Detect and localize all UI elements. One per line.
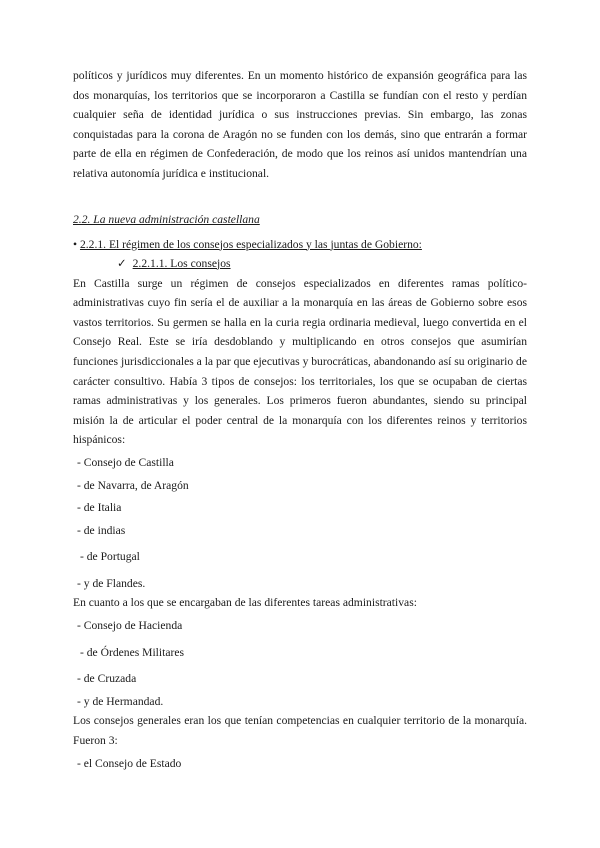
paragraph-intro: políticos y jurídicos muy diferentes. En un momento histórico de expansión geográfica para las dos monarquías, los territorios que se incorporaron a Castilla se fundían con el resto y perdían cualquier seña de identidad jurídica o sus instrucciones previas. Sin embargo, las zonas conquistadas para la corona de Aragón no se funden con los demás, sino que entrarán a formar parte de ella en régimen de Confederación, de modo que los reinos así unidos mantendrían una relativa autonomía jurídica e institucional.	[73, 69, 527, 180]
list-item: - de Órdenes Militares	[80, 645, 184, 659]
list-item: - de indias	[77, 523, 126, 537]
list-item: - de Cruzada	[77, 672, 137, 686]
checkmark-icon: ✓	[117, 256, 127, 270]
list-item: - de Portugal	[80, 550, 140, 564]
list-item: - Consejo de Castilla	[77, 455, 174, 469]
paragraph-admin-intro: En cuanto a los que se encargaban de las diferentes tareas administrativas:	[73, 596, 417, 610]
subsection-heading	[73, 235, 527, 254]
admin-list	[73, 616, 527, 711]
paragraph-generales: Los consejos generales eran los que tenían competencias en cualquier territorio de la monarquía. Fueron 3:	[73, 714, 527, 748]
territorial-list	[73, 453, 527, 594]
subsubsection-heading	[73, 254, 527, 273]
general-list	[73, 754, 527, 774]
list-item: - y de Flandes.	[77, 576, 146, 590]
list-item: - el Consejo de Estado	[77, 756, 182, 770]
list-item: - de Italia	[77, 501, 122, 515]
bullet-icon: •	[73, 237, 78, 251]
list-item: - Consejo de Hacienda	[77, 619, 183, 633]
subsection-label: 2.2.1. El régimen de los consejos especializados y las juntas de Gobierno:	[79, 237, 422, 251]
list-item: - de Navarra, de Aragón	[77, 478, 189, 492]
subsubsection-label: 2.2.1.1. Los consejos	[132, 256, 231, 270]
section-heading: 2.2. La nueva administración castellana	[73, 212, 260, 226]
page-content	[73, 66, 527, 773]
paragraph-consejos: En Castilla surge un régimen de consejos especializados en diferentes ramas político-administrativas cuyo fin sería el de auxiliar a la monarquía en las áreas de Gobierno sobre esos vastos territorios. Su germen se halla en la curia regia ordinaria medieval, luego convertida en el Consejo Real. Este se iría desdoblando y multiplicando en otros consejos que asumirían funciones jurisdiccionales a la par que ejecutivas y burocráticas, abandonando así su originario de carácter consultivo. Había 3 tipos de consejos: los territoriales, los que se ocupaban de ciertas ramas administrativas y los generales. Los primeros fueron abundantes, siendo su principal misión la de articular el poder central de la monarquía con los diferentes reinos y territorios hispánicos:	[73, 276, 527, 447]
list-item: - y de Hermandad.	[77, 694, 164, 708]
